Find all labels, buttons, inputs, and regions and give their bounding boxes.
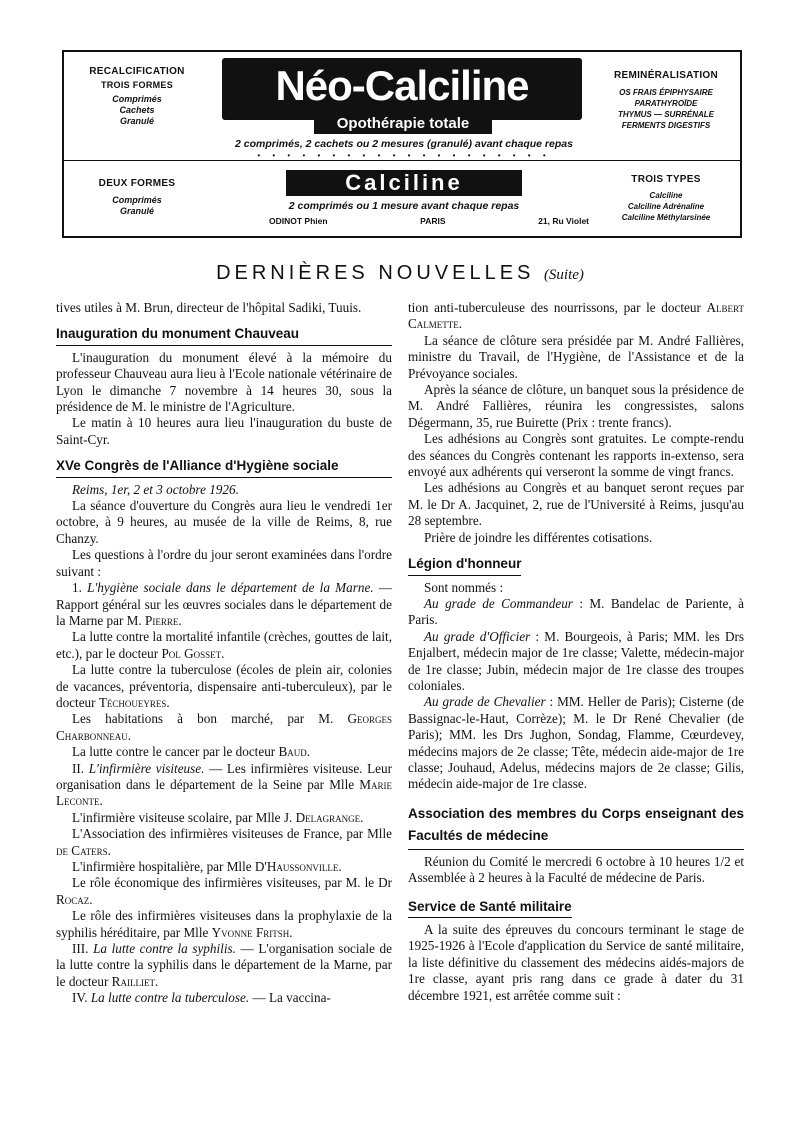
text: Marie Leconte. [56, 776, 392, 809]
section-title [0, 262, 800, 285]
paragraph: Le matin à 10 heures aura lieu l'inauguration du buste de Saint-Cyr. [56, 415, 392, 447]
text: Albert Calmette. [408, 300, 744, 332]
ad-label: RECALCIFICATION [89, 66, 185, 77]
right-column [408, 300, 744, 1004]
text: Au grade de Commandeur [424, 595, 573, 611]
maker-street: 21, Ru Violet [538, 216, 589, 226]
paragraph [56, 744, 392, 760]
maker-name: ODINOT Phien [269, 216, 328, 226]
paragraph [56, 908, 392, 941]
text: Yvonne Fritsh. [211, 924, 293, 940]
text: Haussonville. [266, 859, 342, 874]
heading-legion: Légion d'honneur [408, 556, 521, 575]
text: : MM. Heller de Paris); Cisterne (de Bassignac-le-Haut, Corrèze); M. le Dr René Chevalier (de Paris); MM. les Drs Jughon, Sondag, Flamme, Cœurdevey, médecins majors de 2e classe; Tête, médecin aide-major de 1re classe; Jouhaud, Adelus, médecins majors de 2e classe; Gilis, médecin aide-major de 1re classe. [408, 694, 745, 792]
congress-date: Reims, 1er, 2 et 3 octobre 1926. [72, 481, 239, 497]
text: La lutte contre la mortalité infantile (crèches, gouttes de lait, etc.), par le docteur [56, 629, 392, 661]
left-column [56, 300, 392, 1007]
paragraph: Après la séance de clôture, un banquet sous la présidence de M. André Fallières, réunira les congressistes, salons Dégermann, 35, rue Buirette (Prix : trente francs). [408, 382, 744, 430]
text: Téchoueyres. [98, 694, 170, 710]
paragraph [56, 859, 392, 875]
heading-chauveau: Inauguration du monument Chauveau [56, 326, 392, 345]
paragraph [56, 761, 392, 810]
ad-label: TROIS FORMES [100, 80, 174, 90]
text: : M. Bandelac de Pariente, à Paris. [408, 595, 744, 628]
ad-item: PARATHYROÏDE [634, 99, 698, 108]
text: — Les infirmières visiteuse. Leur organisation dans le département de la Seine par Mlle [56, 760, 392, 792]
paragraph [56, 810, 392, 826]
ad-left-top [72, 66, 202, 127]
ad-item: THYMUS — SURRÉNALE [617, 110, 714, 119]
text: Le rôle économique des infirmières visiteuses, par M. le Dr [72, 875, 392, 891]
text: L'infirmière visiteuse scolaire, par Mlle J. [72, 809, 296, 825]
paragraph [56, 662, 392, 711]
paragraph [56, 711, 392, 744]
paragraph [56, 826, 392, 859]
paragraph: La séance d'ouverture du Congrès aura lieu le vendredi 1er octobre, à 9 heures, au musée de la ville de Reims, 8, rue Chanzy. [56, 498, 392, 546]
ad-item: Calciline Méthylarsinée [621, 213, 711, 222]
text: Au grade de Chevalier [424, 694, 546, 710]
dosage-text: 2 comprimés, 2 cachets ou 2 mesures (granulé) avant chaque repas [235, 138, 573, 150]
ad-item: Comprimés [112, 94, 162, 104]
paragraph [56, 580, 392, 629]
text: La lutte contre la tuberculose (écoles de plein air, colonies de vacances, préventoria, dispensaire anti-tuberculeux), par le docteur [56, 662, 392, 710]
dotted-rule: • • • • • • • • • • • • • • • • • • • • [257, 151, 551, 160]
text: : M. Bourgeois, à Paris; MM. les Drs Enjalbert, médecin major de 1re classe; Valette, médecin-major de 1re classe; Jubin, médecin major de 1re classe des troupes coloniales. [408, 628, 744, 693]
text: La lutte contre le cancer par le docteur [72, 744, 279, 760]
text: Pol Gosset. [161, 645, 225, 661]
advertisement [62, 50, 742, 238]
paragraph: Réunion du Comité le mercredi 6 octobre à 10 heures 1/2 et Assemblée à 2 heures à la Faculté de médecine de Paris. [408, 853, 744, 886]
ad-item: Comprimés [112, 195, 162, 205]
text: 1. [72, 580, 88, 596]
paragraph: Sont nommés : [424, 579, 504, 595]
text: L'infirmière hospitalière, par Mlle D' [72, 859, 267, 874]
text: de Caters. [56, 842, 111, 858]
ad-label: TROIS TYPES [631, 174, 701, 185]
ad-item: Cachets [119, 105, 155, 115]
text: Delagrange. [295, 809, 364, 825]
text: Railliet. [111, 973, 159, 989]
paragraph: L'inauguration du monument élevé à la mémoire du professeur Chauveau aura lieu à l'Ecole nationale vétérinaire de Lyon le dimanche 7 novembre à 14 heures 30, sous la présidence de M. le ministre de l'Agriculture. [56, 349, 392, 415]
paragraph: Les questions à l'ordre du jour seront examinées dans l'ordre suivant : [56, 547, 392, 579]
brand-tagline: Opothérapie totale [314, 114, 492, 134]
paragraph: Prière de joindre les différentes cotisations. [424, 529, 653, 545]
paragraph: tives utiles à M. Brun, directeur de l'hôpital Sadiki, Tuuis. [56, 300, 362, 315]
text: — Rapport général sur les œuvres sociales dans le département de la Marne par M. [56, 580, 393, 628]
ad-divider [64, 160, 740, 161]
heading-congres: XVe Congrès de l'Alliance d'Hygiène sociale [56, 458, 392, 477]
ad-label: REMINÉRALISATION [613, 70, 719, 81]
maker-address [269, 216, 589, 226]
ad-right-bottom [596, 174, 736, 223]
text: Les habitations à bon marché, par M. [72, 711, 348, 727]
text: L'Association des infirmières visiteuses de France, par Mlle [72, 826, 392, 842]
text: Baud. [278, 744, 311, 760]
paragraph [56, 875, 392, 908]
ad-item: OS FRAIS ÉPIPHYSAIRE [619, 88, 713, 97]
ad-item: Granulé [119, 206, 154, 216]
ad-item: FERMENTS DIGESTIFS [621, 121, 711, 130]
text: Pierre. [144, 612, 182, 628]
ad-item: Calciline Adrénaline [627, 202, 705, 211]
brand-logo-secondary: Calciline [286, 170, 522, 196]
ad-item: Granulé [119, 116, 154, 126]
paragraph [408, 694, 744, 792]
paragraph [56, 629, 392, 662]
text: Rocaz. [56, 891, 93, 907]
text: La lutte contre la tuberculose. [90, 990, 250, 1006]
text: — La vaccina- [249, 990, 331, 1006]
paragraph [56, 990, 392, 1006]
section-suite: (Suite) [543, 267, 584, 283]
text: Au grade d'Officier [424, 628, 531, 644]
ad-label: DEUX FORMES [98, 178, 176, 189]
text: Le rôle des infirmières visiteuses dans la prophylaxie de la syphilis héréditaire, par Mlle [56, 908, 392, 940]
paragraph: Les adhésions au Congrès et au banquet seront reçues par M. le Dr A. Jacquinet, 2, rue de l'Université à Reims, jusqu'au 28 septembre. [408, 480, 744, 529]
brand-logo: Néo-Calciline [222, 58, 582, 120]
text: IV. [72, 990, 91, 1006]
text: III. [72, 941, 94, 957]
paragraph [408, 629, 744, 695]
text: tion anti-tuberculeuse des nourrissons, par le docteur [408, 300, 707, 315]
paragraph: A la suite des épreuves du concours terminant le stage de 1925-1926 à l'Ecole d'application du Service de santé militaire, la liste définitive du classement des médecins aidés-majors de 1re classe, ayant pris rang dans ce grade à dater du 31 décembre 1921, est arrêtée comme suit : [408, 922, 744, 1003]
text: L'infirmière visiteuse. [88, 760, 205, 776]
text: — L'organisation sociale de la lutte contre la syphilis dans le département de la Marne, par le docteur [56, 941, 392, 989]
heading-sante-militaire: Service de Santé militaire [408, 899, 572, 918]
ad-left-bottom [72, 178, 202, 217]
paragraph [408, 300, 744, 333]
paragraph: Les adhésions au Congrès sont gratuites. Le compte-rendu des séances du Congrès contenant les rapports in-extenso, sera envoyé aux adhérents qui verseront la somme de vingt francs. [408, 431, 744, 480]
maker-city: PARIS [420, 216, 446, 226]
paragraph [56, 941, 392, 990]
text: II. [72, 760, 89, 776]
ad-right-top [596, 70, 736, 131]
paragraph [408, 596, 744, 629]
text: La lutte contre la syphilis. [93, 941, 236, 957]
text: Georges Charbonneau. [56, 711, 392, 743]
heading-association: Association des membres du Corps enseignant des Facultés de médecine [408, 803, 744, 850]
dosage-text: 2 comprimés ou 1 mesure avant chaque repas [288, 200, 520, 212]
paragraph: La séance de clôture sera présidée par M. André Fallières, ministre du Travail, de l'Hygiène, de l'Assistance et de la Prévoyance sociales. [408, 332, 744, 381]
text: L'hygiène sociale dans le département de la Marne. [87, 580, 374, 596]
section-title-text: DERNIÈRES NOUVELLES [216, 262, 535, 284]
ad-item: Calciline [649, 191, 683, 200]
